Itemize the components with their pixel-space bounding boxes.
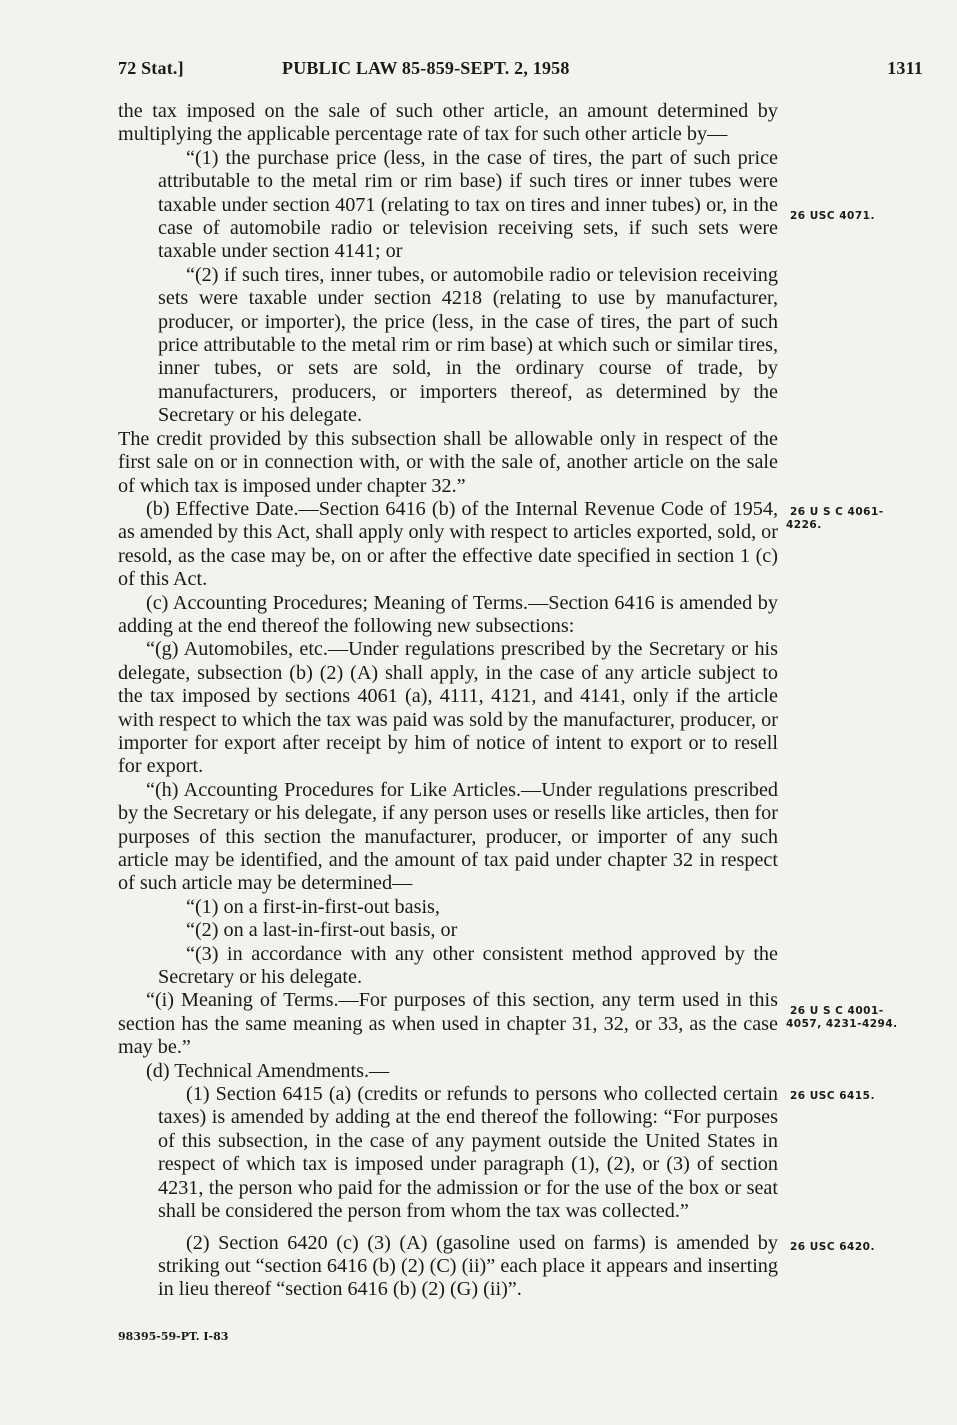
body-text bbox=[118, 100, 778, 1302]
paragraph-item-1: “(1) the purchase price (less, in the case of tires, the part of such price attributable to the metal rim or rim base) if such tires or inner tubes were taxable under section 4071 (relating to tax on tires and inner tubes) or, in the case of automobile radio or television receiving sets, if such sets were taxable under section 4141; or bbox=[158, 146, 778, 263]
page-number: 1311 bbox=[887, 58, 923, 78]
margin-note-4061: 26 U S C 4061- bbox=[790, 506, 884, 518]
paragraph-amendment-2: (2) Section 6420 (c) (3) (A) (gasoline used on farms) is amended by striking out “section 6416 (b) (2) (C) (ii)” each place it appears and inserting in lieu thereof “section 6416 (b) (2) (G) (ii)”. bbox=[158, 1231, 778, 1301]
paragraph-g-automobiles: “(g) Automobiles, etc.—Under regulations prescribed by the Secretary or his delegate, subsection (b) (2) (A) shall apply, in the case of any article subject to the tax imposed by sections 4061 (a), 4111, 4121, and 4141, only if the article with respect to which the tax was paid was sold by the manufacturer, producer, or importer for export after receipt by him of notice of intent to export or to resell for export. bbox=[118, 638, 778, 778]
heading-technical-amendments: (d) Technical Amendments.— bbox=[146, 1059, 390, 1082]
paragraph-accounting: (c) Accounting Procedures; Meaning of Terms.—Section 6416 is amended by adding at the end thereof the following new subsections: bbox=[118, 591, 778, 637]
paragraph-amendment-1: (1) Section 6415 (a) (credits or refunds to persons who collected certain taxes) is amended by adding at the end thereof the following: “For purposes of this subsection, in the case of any payment outside the United States in respect of which tax is imposed under paragraph (1), (2), or (3) of section 4231, the person who paid for the admission or for the use of the box or seat shall be considered the person from whom the tax was collected.” bbox=[158, 1083, 778, 1223]
margin-note-4071: 26 USC 4071. bbox=[790, 210, 875, 222]
margin-note-4001: 26 U S C 4001- bbox=[790, 1005, 884, 1017]
law-title: PUBLIC LAW 85-859-SEPT. 2, 1958 bbox=[282, 58, 570, 78]
margin-note-6415: 26 USC 6415. bbox=[790, 1090, 875, 1102]
paragraph-h-like-articles: “(h) Accounting Procedures for Like Articles.—Under regulations prescribed by the Secretary or his delegate, if any person uses or resells like articles, then for purposes of this section the manufacturer, producer, or importer of any such article may be identified, and the amount of tax paid under chapter 32 in respect of such article may be determined— bbox=[118, 778, 778, 895]
margin-note-6420: 26 USC 6420. bbox=[790, 1241, 875, 1253]
list-item-other-method: “(3) in accordance with any other consistent method approved by the Secretary or his delegate. bbox=[158, 942, 778, 989]
paragraph-effective-date: (b) Effective Date.—Section 6416 (b) of the Internal Revenue Code of 1954, as amended by this Act, shall apply only with respect to articles exported, sold, or resold, as the case may be, on or after the effective date specified in section 1 (c) of this Act. bbox=[118, 497, 778, 591]
paragraph-i-meaning: “(i) Meaning of Terms.—For purposes of this section, any term used in this section has the same meaning as when used in chapter 31, 32, or 33, as the case may be.” bbox=[118, 989, 778, 1059]
paragraph-item-2: “(2) if such tires, inner tubes, or automobile radio or television receiving sets were taxable under section 4218 (relating to use by manufacturer, producer, or importer), the price (less, in the case of tires, the part of such price attributable to the metal rim or rim base) at which such or similar tires, inner tubes, or sets are sold, in the ordinary course of trade, by manufacturers, producers, or importers thereof, as determined by the Secretary or his delegate. bbox=[158, 263, 778, 427]
volume-reference: 72 Stat.] bbox=[118, 58, 184, 78]
paragraph-credit: The credit provided by this subsection shall be allowable only in respect of the first sale on or in connection with, or with the sale of, another article on the sale of which tax is imposed under chapter 32.” bbox=[118, 427, 778, 497]
margin-note-4057: 4057, 4231-4294. bbox=[786, 1018, 898, 1030]
page-header bbox=[118, 58, 923, 82]
list-item-fifo: “(1) on a first-in-first-out basis, bbox=[186, 895, 440, 918]
page-footer: 98395-59-PT. I-83 bbox=[118, 1330, 229, 1343]
margin-note-4226: 4226. bbox=[786, 519, 822, 531]
list-item-lifo: “(2) on a last-in-first-out basis, or bbox=[186, 919, 458, 942]
paragraph-intro: the tax imposed on the sale of such other article, an amount determined by multiplying the applicable percentage rate of tax for such other article by— bbox=[118, 100, 778, 146]
